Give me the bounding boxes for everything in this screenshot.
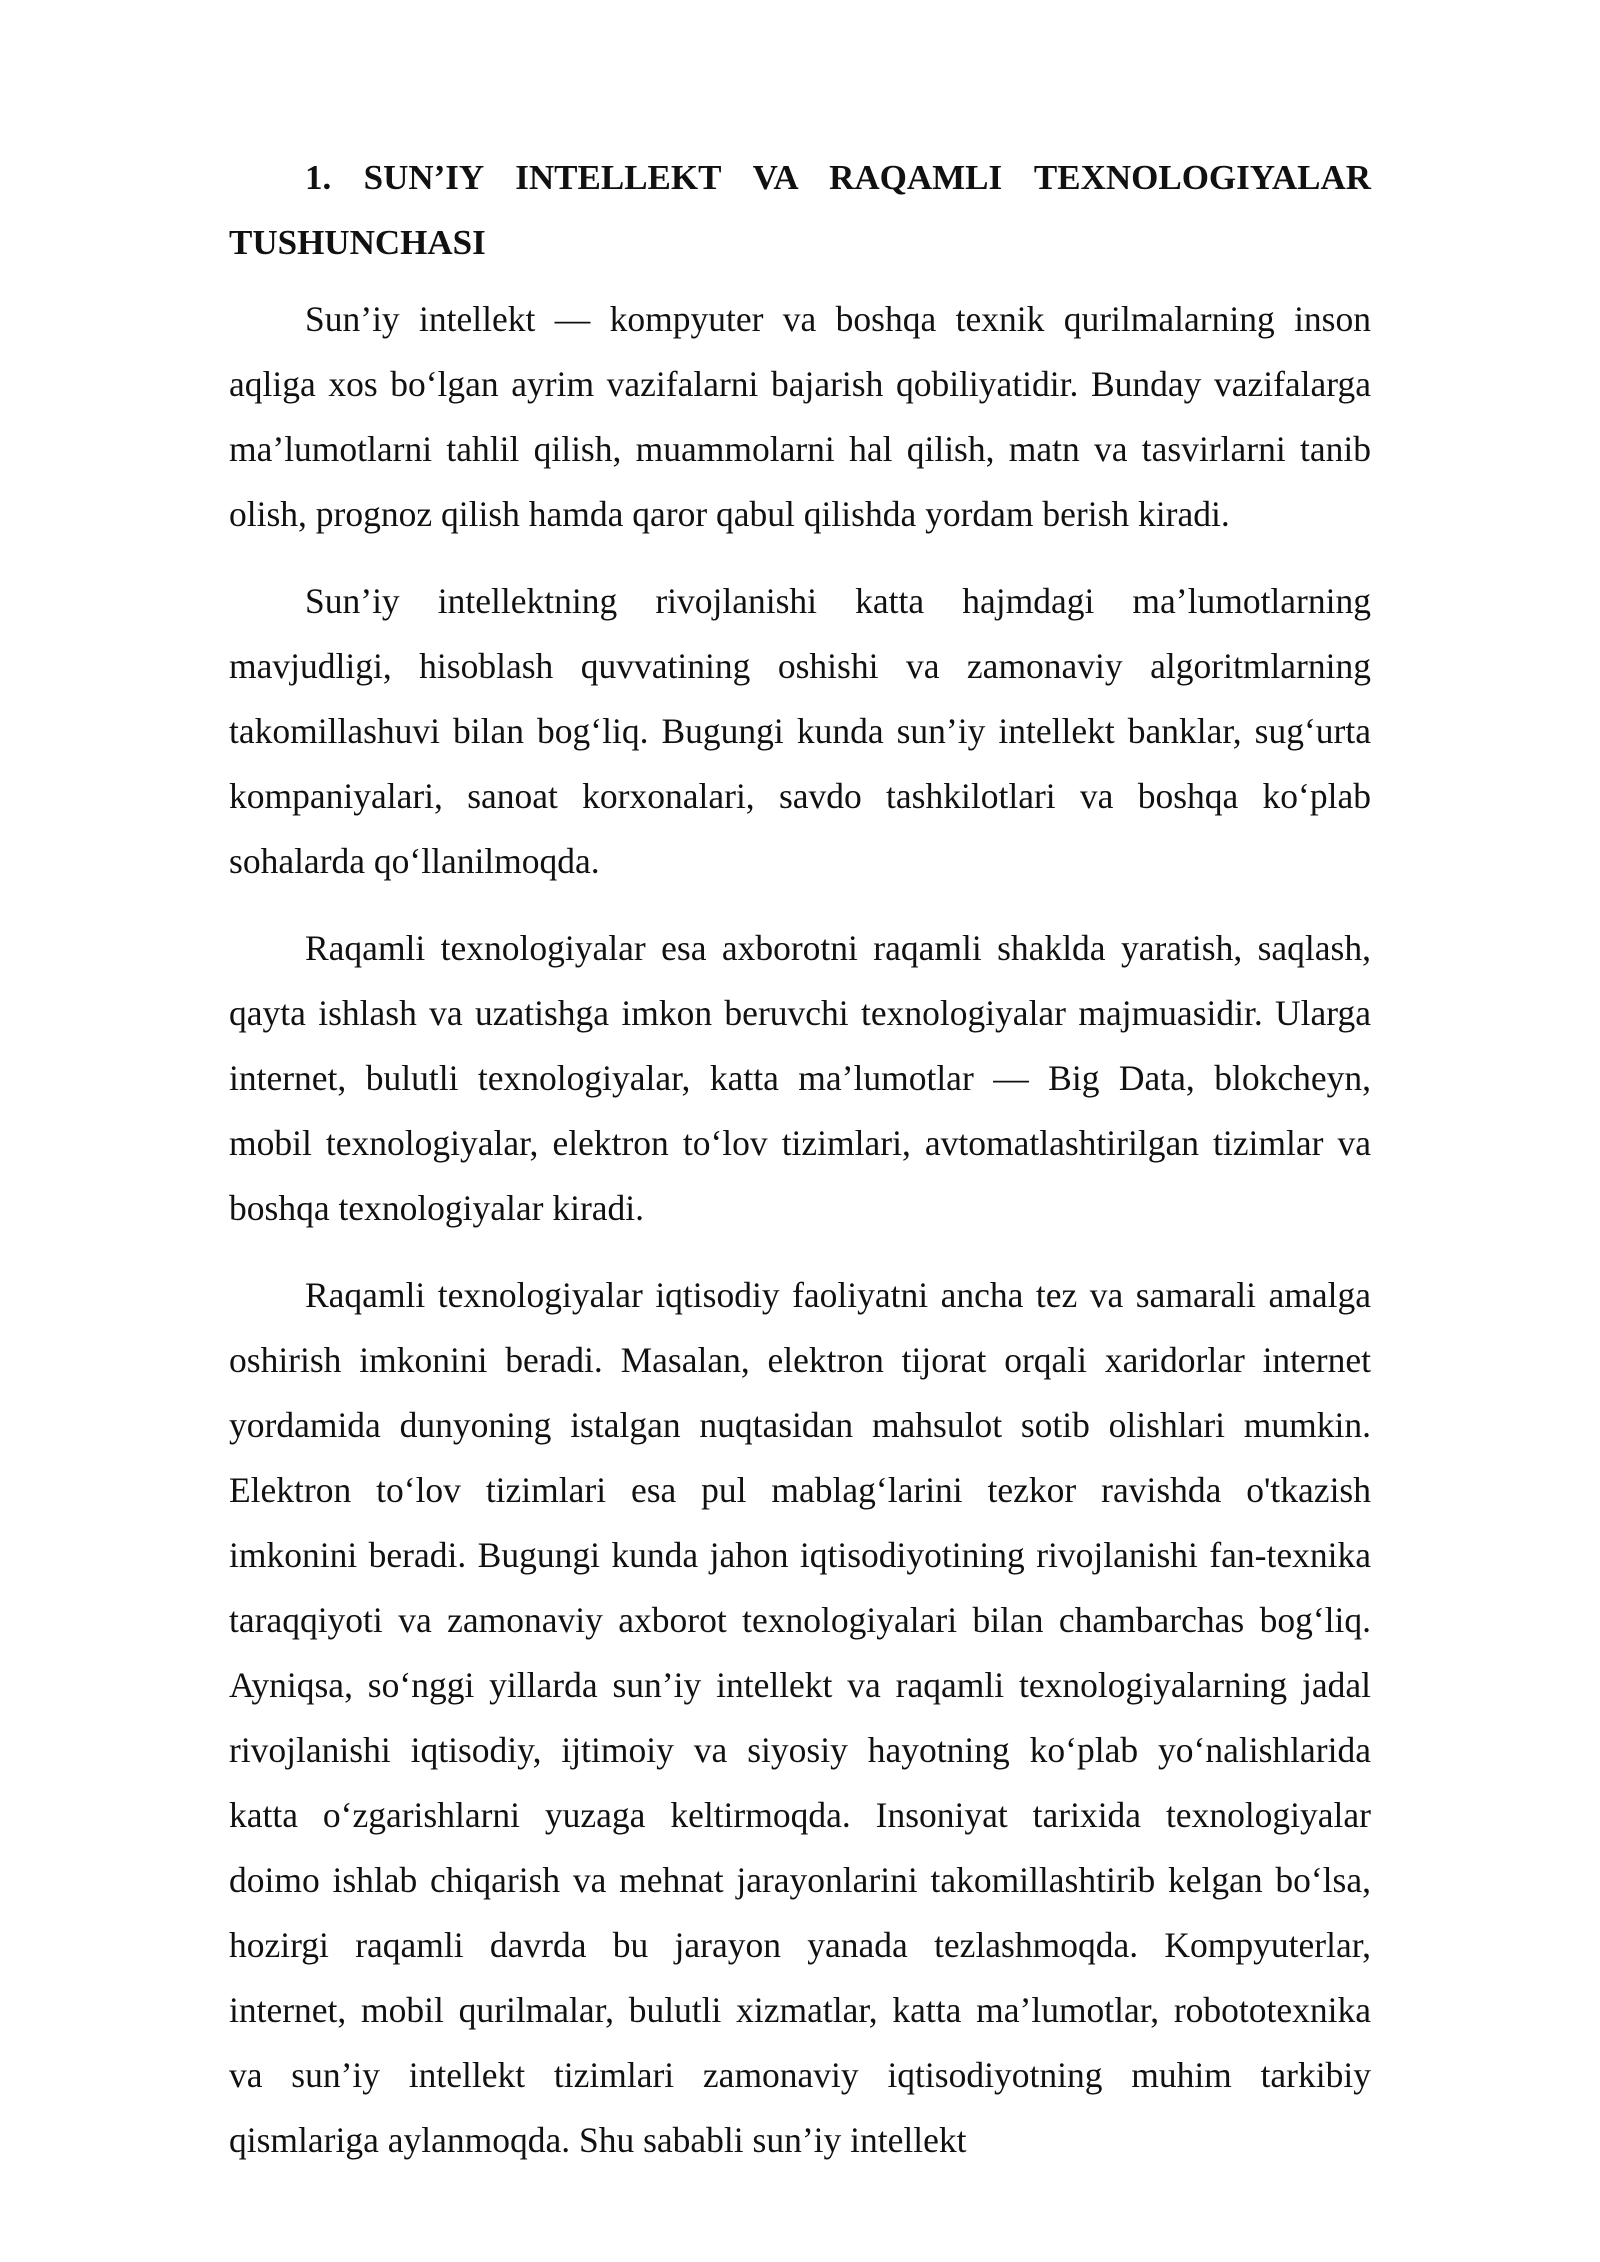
paragraph-digital-economy: Raqamli texnologiyalar iqtisodiy faoliyatni ancha tez va samarali amalga oshirish imkonini beradi. Masalan, elektron tijorat orqali xaridorlar internet yordamida dunyoning istalgan nuqtasidan mahsulot sotib olishlari mumkin. Elektron to‘lov tizimlari esa pul mablag‘larini tezkor ravishda o'tkazish imkonini beradi. Bugungi kunda jahon iqtisodiyotining rivojlanishi fan-texnika taraqqiyoti va zamonaviy axborot texnologiyalari bilan chambarchas bog‘liq. Ayniqsa, so‘nggi yillarda sun’iy intellekt va raqamli texnologiyalarning jadal rivojlanishi iqtisodiy, ijtimoiy va siyosiy hayotning ko‘plab yo‘nalishlarida katta o‘zgarishlarni yuzaga keltirmoqda. Insoniyat tarixida texnologiyalar doimo ishlab chiqarish va mehnat jarayonlarini takomillashtirib kelgan bo‘lsa, hozirgi raqamli davrda bu jarayon yanada tezlashmoqda. Kompyuterlar, internet, mobil qurilmalar, bulutli xizmatlar, katta ma’lumotlar, robototexnika va sun’iy intellekt tizimlari zamonaviy iqtisodiyotning muhim tarkibiy qismlariga aylanmoqda. Shu sababli sun’iy intellekt xyxy=(229,1275,1371,2160)
paragraph-digital-technologies: Raqamli texnologiyalar esa axborotni raqamli shaklda yaratish, saqlash, qayta ishlash va uzatishga imkon beruvchi texnologiyalar majmuasidir. Ularga internet, bulutli texnologiyalar, katta ma’lumotlar — Big Data, blokcheyn, mobil texnologiyalar, elektron to‘lov tizimlari, avtomatlashtirilgan tizimlar va boshqa texnologiyalar kiradi. xyxy=(229,928,1371,1228)
paragraph-ai-definition: Sun’iy intellekt — kompyuter va boshqa texnik qurilmalarning inson aqliga xos bo‘lgan ayrim vazifalarni bajarish qobiliyatidir. Bunday vazifalarga ma’lumotlarni tahlil qilish, muammolarni hal qilish, matn va tasvirlarni tanib olish, prognoz qilish hamda qaror qabul qilishda yordam berish kiradi. xyxy=(229,299,1371,534)
document-page xyxy=(229,145,1371,2195)
paragraph-ai-development: Sun’iy intellektning rivojlanishi katta hajmdagi ma’lumotlarning mavjudligi, hisoblash quvvatining oshishi va zamonaviy algoritmlarning takomillashuvi bilan bog‘liq. Bugungi kunda sun’iy intellekt banklar, sug‘urta kompaniyalari, sanoat korxonalari, savdo tashkilotlari va boshqa ko‘plab sohalarda qo‘llanilmoqda. xyxy=(229,581,1371,881)
section-heading: 1. SUN’IY INTELLEKT VA RAQAMLI TEXNOLOGIYALAR TUSHUNCHASI xyxy=(229,158,1371,262)
